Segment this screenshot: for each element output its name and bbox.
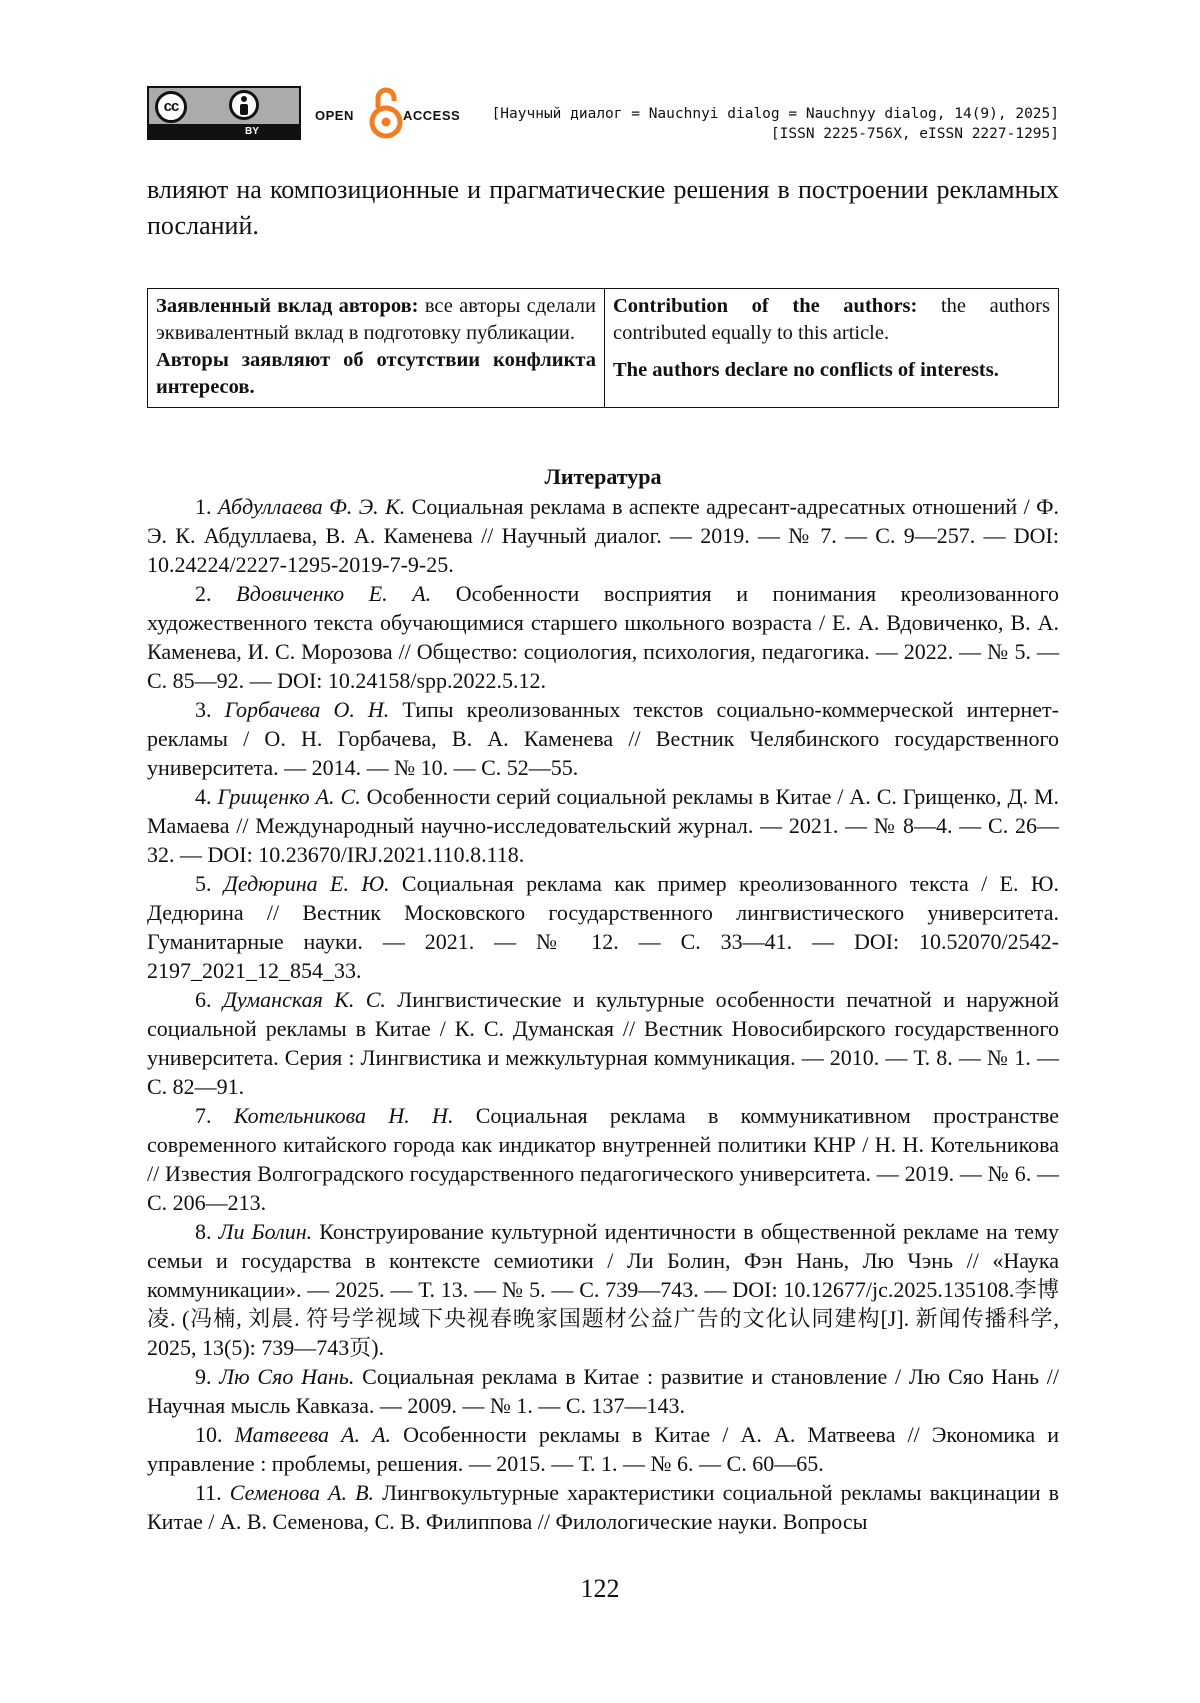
open-access-lock-icon [369,84,403,142]
contribution-ru-label: Заявленный вклад авторов: [156,295,419,317]
contribution-en-text: the authors contributed equally to this article. [613,295,1050,344]
open-access-access-text: ACCESS [403,108,461,123]
cc-by-license-badge [147,86,301,140]
cc-label: cc [163,98,179,115]
attribution-person-icon [229,90,259,120]
reference-item: 5. Дедюрина Е. Ю. Социальная реклама как пример креолизованного текста / Е. Ю. Дедюрина // Вестник Московского государственного лингвистического университета. Гуманитарные науки. — 2021. — № 12. — С. 33—41. — DOI: 10.52070/2542-2197_2021_12_854_33. [147,871,1059,983]
conflict-en-statement [613,357,1050,384]
contribution-ru-cell [148,289,605,408]
open-access-logo [315,84,465,144]
reference-item: 1. Абдуллаева Ф. Э. К. Социальная реклама в аспекте адресант-адресатных отношений / Ф. Э. К. Абдуллаева, В. А. Каменева // Научный диалог. — 2019. — № 7. — С. 9—257. — DOI: 10.24224/2227-1295-2019-7-9-25. [147,494,1059,577]
journal-issn-line: [ISSN 2225-756X, eISSN 2227-1295] [770,126,1059,142]
cc-icon [155,91,187,123]
reference-item: 2. Вдовиченко Е. А. Особенности восприятия и понимания креолизованного художественного текста обучающимися старшего школьного возраста / Е. А. Вдовиченко, В. А. Каменева, И. С. Морозова // Общество: социология, психология, педагогика. — 2022. — № 5. — С. 85—92. — DOI: 10.24158/spp.2022.5.12. [147,581,1060,693]
contribution-en-cell [605,289,1059,408]
reference-item: 7. Котельникова Н. Н. Социальная реклама в коммуникативном пространстве современного китайского города как индикатор внутренней политики КНР / Н. Н. Котельникова // Известия Волгоградского государственного педагогического университета. — 2019. — № 6. — С. 206—213. [147,1103,1059,1215]
conflict-ru-text: Авторы заявляют об отсутствии конфликта интересов. [156,349,596,398]
references-heading: Литература [544,464,662,489]
reference-item: 9. Лю Сяо Нань. Социальная реклама в Китае : развитие и становление / Лю Сяо Нань // Научная мысль Кавказа. — 2009. — № 1. — С. 137—143. [147,1364,1060,1418]
conflict-ru-statement [156,347,596,401]
open-access-open-text: OPEN [315,108,354,123]
by-label: BY [245,126,259,137]
contribution-en-statement [613,293,1050,347]
page-header [147,84,1059,144]
references-list [147,492,1059,1536]
conflict-en-text: The authors declare no conflicts of interests. [613,359,999,381]
reference-item: 10. Матвеева А. А. Особенности рекламы в Китае / А. А. Матвеева // Экономика и управление : проблемы, решения. — 2015. — Т. 1. — № 6. — С. 60—65. [147,1422,1060,1476]
reference-item: 11. Семенова А. В. Лингвокультурные характеристики социальной рекламы вакцинации в Китае / А. В. Семенова, С. В. Филиппова // Филологические науки. Вопросы [147,1480,1059,1534]
journal-citation [492,104,1059,144]
reference-item: 4. Грищенко А. С. Особенности серий социальной рекламы в Китае / А. С. Грищенко, Д. М. Мамаева // Международный научно-исследовательский журнал. — 2021. — № 8—4. — С. 26—32. — DOI: 10.23670/IRJ.2021.110.8.118. [147,784,1060,867]
reference-item: 8. Ли Болин. Конструирование культурной идентичности в общественной рекламе на тему семьи и государства в контексте семиотики / Ли Болин, Фэн Нань, Лю Чэнь // «Наука коммуникации». — 2025. — Т. 13. — № 5. — С. 739—743. — DOI: 10.12677/jc.2025.135108.李博凌. (冯楠, 刘晨. 符号学视域下央视春晚家国题材公益广告的文化认同建构[J]. 新闻传播科学, 2025, 13(5): 739—743页). [147,1219,1059,1360]
contribution-ru-text: все авторы сделали эквивалентный вклад в подготовку публикации. [156,295,596,344]
intro-paragraph: влияют на композиционные и прагматические решения в построении рекламных посланий. [147,175,1059,240]
contribution-ru-statement [156,293,596,347]
page-number: 122 [580,1574,620,1603]
journal-citation-line1: [Научный диалог = Nauchnyi dialog = Nauchnyy dialog, 14(9), 2025] [491,106,1059,122]
author-contribution-table [147,288,1059,408]
contribution-en-label: Contribution of the authors: [613,295,918,317]
reference-item: 3. Горбачева О. Н. Типы креолизованных текстов социально-коммерческой интернет-рекламы / О. Н. Горбачева, В. А. Каменева // Вестник Челябинского государственного университета. — 2014. — № 10. — С. 52—55. [147,697,1059,780]
reference-item: 6. Думанская К. С. Лингвистические и культурные особенности печатной и наружной социальной рекламы в Китае / К. С. Думанская // Вестник Новосибирского государственного университета. Серия : Лингвистика и межкультурная коммуникация. — 2010. — Т. 8. — № 1. — С. 82—91. [147,987,1060,1099]
